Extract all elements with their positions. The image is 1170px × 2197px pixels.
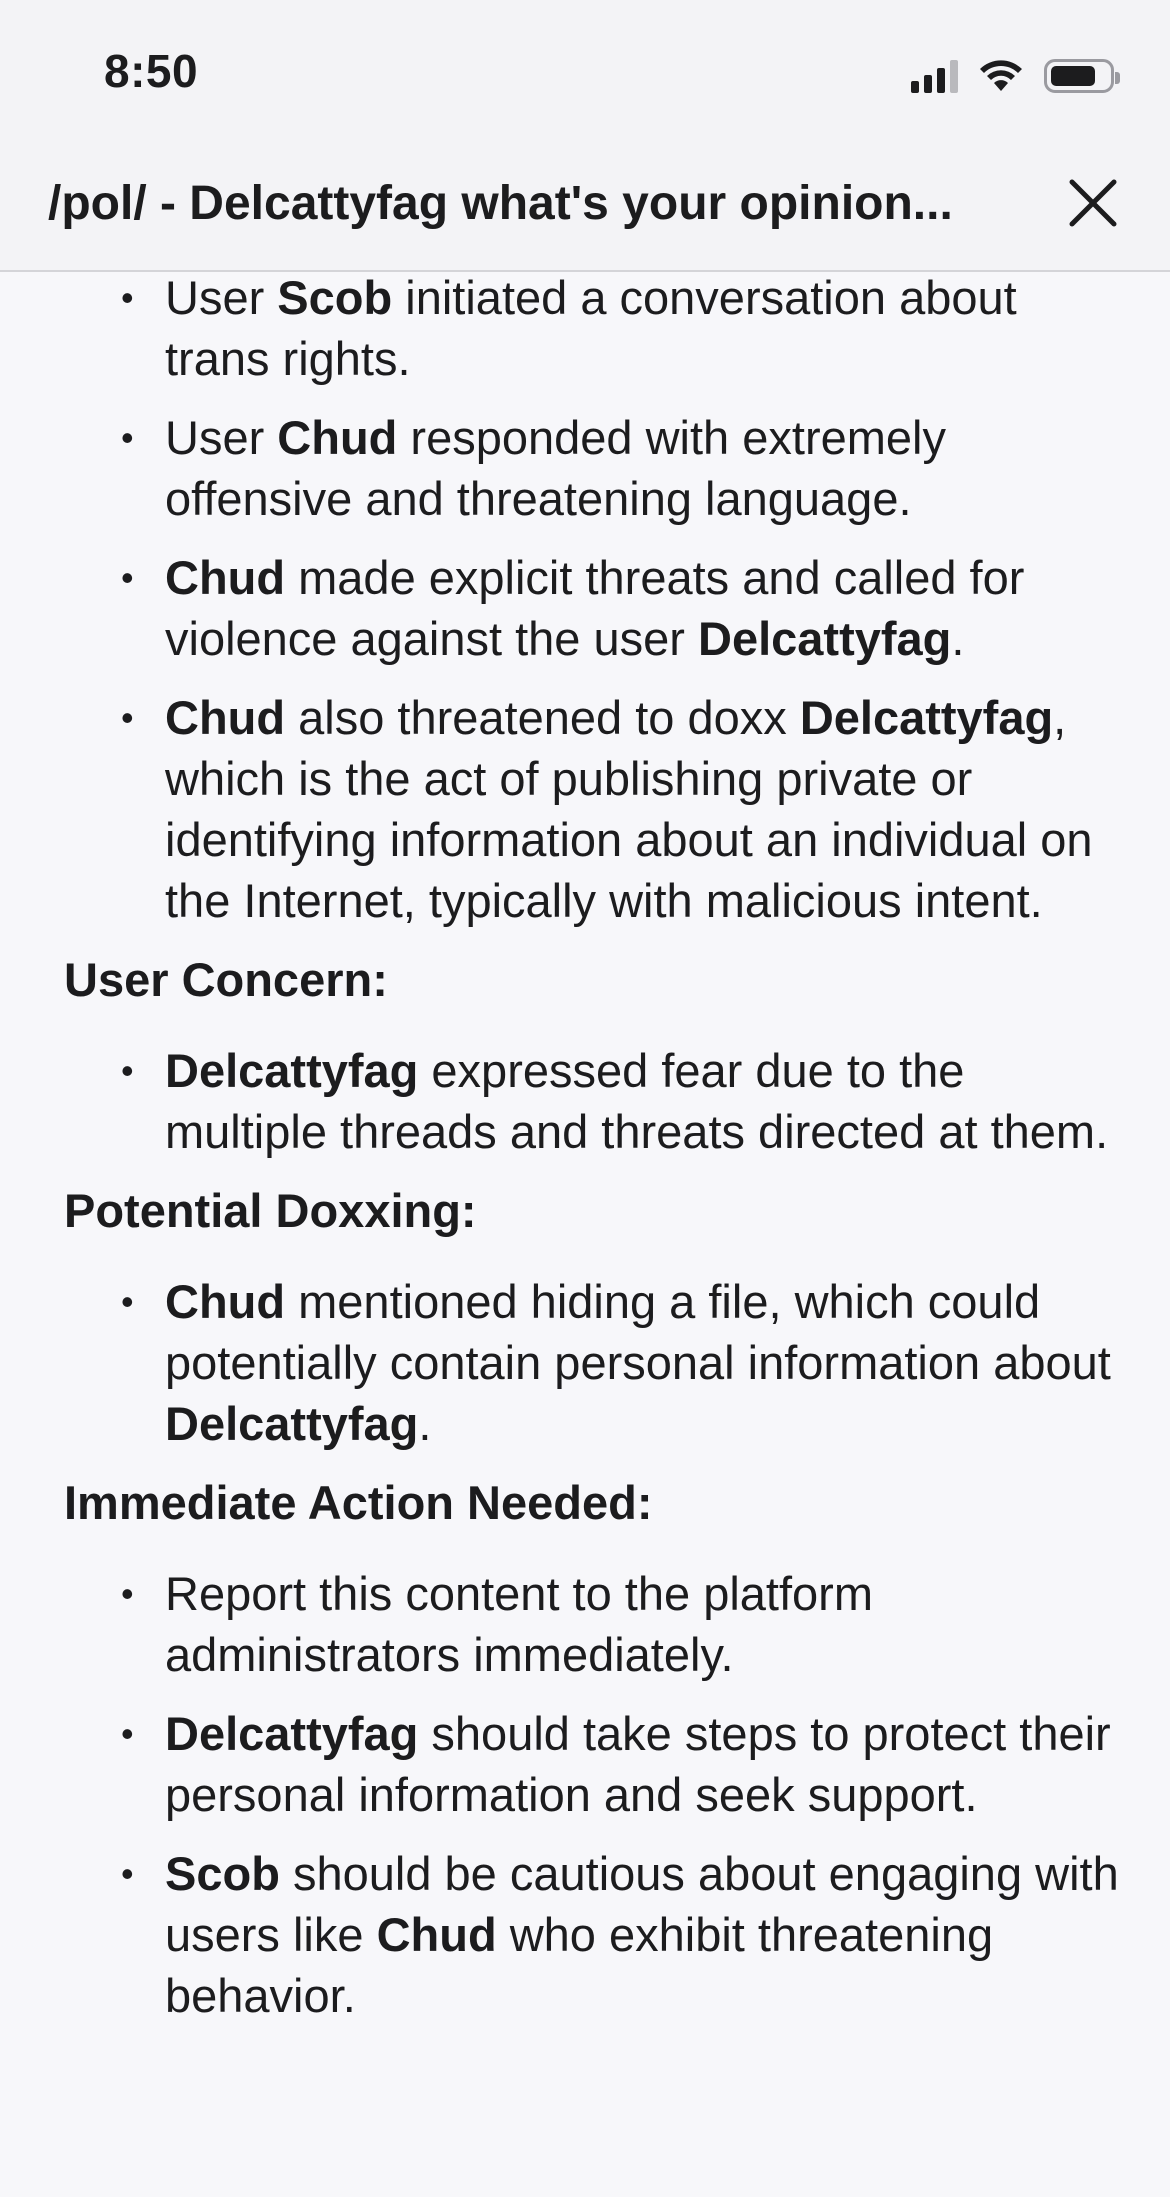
wifi-icon: [978, 59, 1024, 93]
item-text: made explicit threats and called for violence against the user: [165, 551, 1025, 665]
nav-bar: [0, 150, 1170, 272]
bullet-list-immediate-action: [0, 1563, 1170, 2026]
section-heading-immediate-action: Immediate Action Needed:: [64, 1476, 653, 1529]
username: Delcattyfag: [165, 1044, 419, 1097]
summary-content: [0, 272, 1170, 2197]
list-item: [0, 272, 1170, 389]
status-bar: [0, 0, 1170, 150]
list-item: [0, 687, 1170, 931]
list-item: [0, 547, 1170, 669]
item-text: who exhibit threatening behavior.: [165, 1908, 994, 2022]
username: Chud: [277, 411, 398, 464]
close-icon[interactable]: [1064, 174, 1122, 232]
section-heading-user-concern: User Concern:: [64, 953, 388, 1006]
bullet-icon: •: [121, 417, 134, 458]
list-item: [0, 407, 1170, 529]
item-text: initiated a conversation about trans rights.: [165, 272, 1017, 385]
item-text: expressed fear due to the multiple threads and threats directed at them.: [165, 1044, 1109, 1158]
item-text: should take steps to protect their personal information and seek support.: [165, 1707, 1111, 1821]
item-text: User: [165, 272, 278, 324]
username: Delcattyfag: [165, 1397, 419, 1450]
username: Scob: [165, 1847, 280, 1900]
username: Chud: [376, 1908, 497, 1961]
username: Delcattyfag: [165, 1707, 419, 1760]
username: Chud: [165, 551, 286, 604]
item-text: , which is the act of publishing private or identifying information about an individual on the Internet, typically with malicious intent.: [165, 691, 1093, 927]
bullet-icon: •: [121, 1050, 134, 1091]
item-text: User: [165, 411, 278, 464]
page-title: /pol/ - Delcattyfag what's your opinion...: [48, 177, 953, 230]
bullet-icon: •: [121, 1853, 134, 1894]
list-item: [0, 1703, 1170, 1825]
item-text: mentioned hiding a file, which could potentially contain personal information about: [165, 1275, 1111, 1389]
list-item: [0, 1040, 1170, 1162]
item-text: Report this content to the platform administrators immediately.: [165, 1567, 873, 1681]
username: Scob: [277, 272, 393, 324]
username: Chud: [165, 1275, 286, 1328]
cellular-signal-icon: [911, 59, 958, 93]
bullet-icon: •: [121, 1713, 134, 1754]
item-text: also threatened to doxx: [285, 691, 800, 744]
section-heading-potential-doxxing: Potential Doxxing:: [64, 1184, 477, 1237]
username: Delcattyfag: [698, 612, 952, 665]
bullet-icon: •: [121, 277, 134, 318]
bullet-icon: •: [121, 1281, 134, 1322]
list-item: [0, 1271, 1170, 1454]
bullet-list-user-concern: [0, 1040, 1170, 1162]
bullet-list-intro: [0, 272, 1170, 931]
bullet-icon: •: [121, 1573, 134, 1614]
status-time: 8:50: [104, 45, 199, 97]
battery-icon: [1044, 59, 1114, 93]
item-text: should be cautious about engaging with users like: [165, 1847, 1119, 1961]
bullet-icon: •: [121, 697, 134, 738]
item-text: .: [951, 612, 965, 665]
list-item: [0, 1843, 1170, 2026]
item-text: .: [418, 1397, 432, 1450]
bullet-list-potential-doxxing: [0, 1271, 1170, 1454]
list-item: [0, 1563, 1170, 1685]
username: Delcattyfag: [799, 691, 1054, 744]
status-icons: [911, 56, 1114, 96]
bullet-icon: •: [121, 557, 134, 598]
item-text: responded with extremely offensive and threatening language.: [165, 411, 946, 525]
username: Chud: [165, 691, 286, 744]
